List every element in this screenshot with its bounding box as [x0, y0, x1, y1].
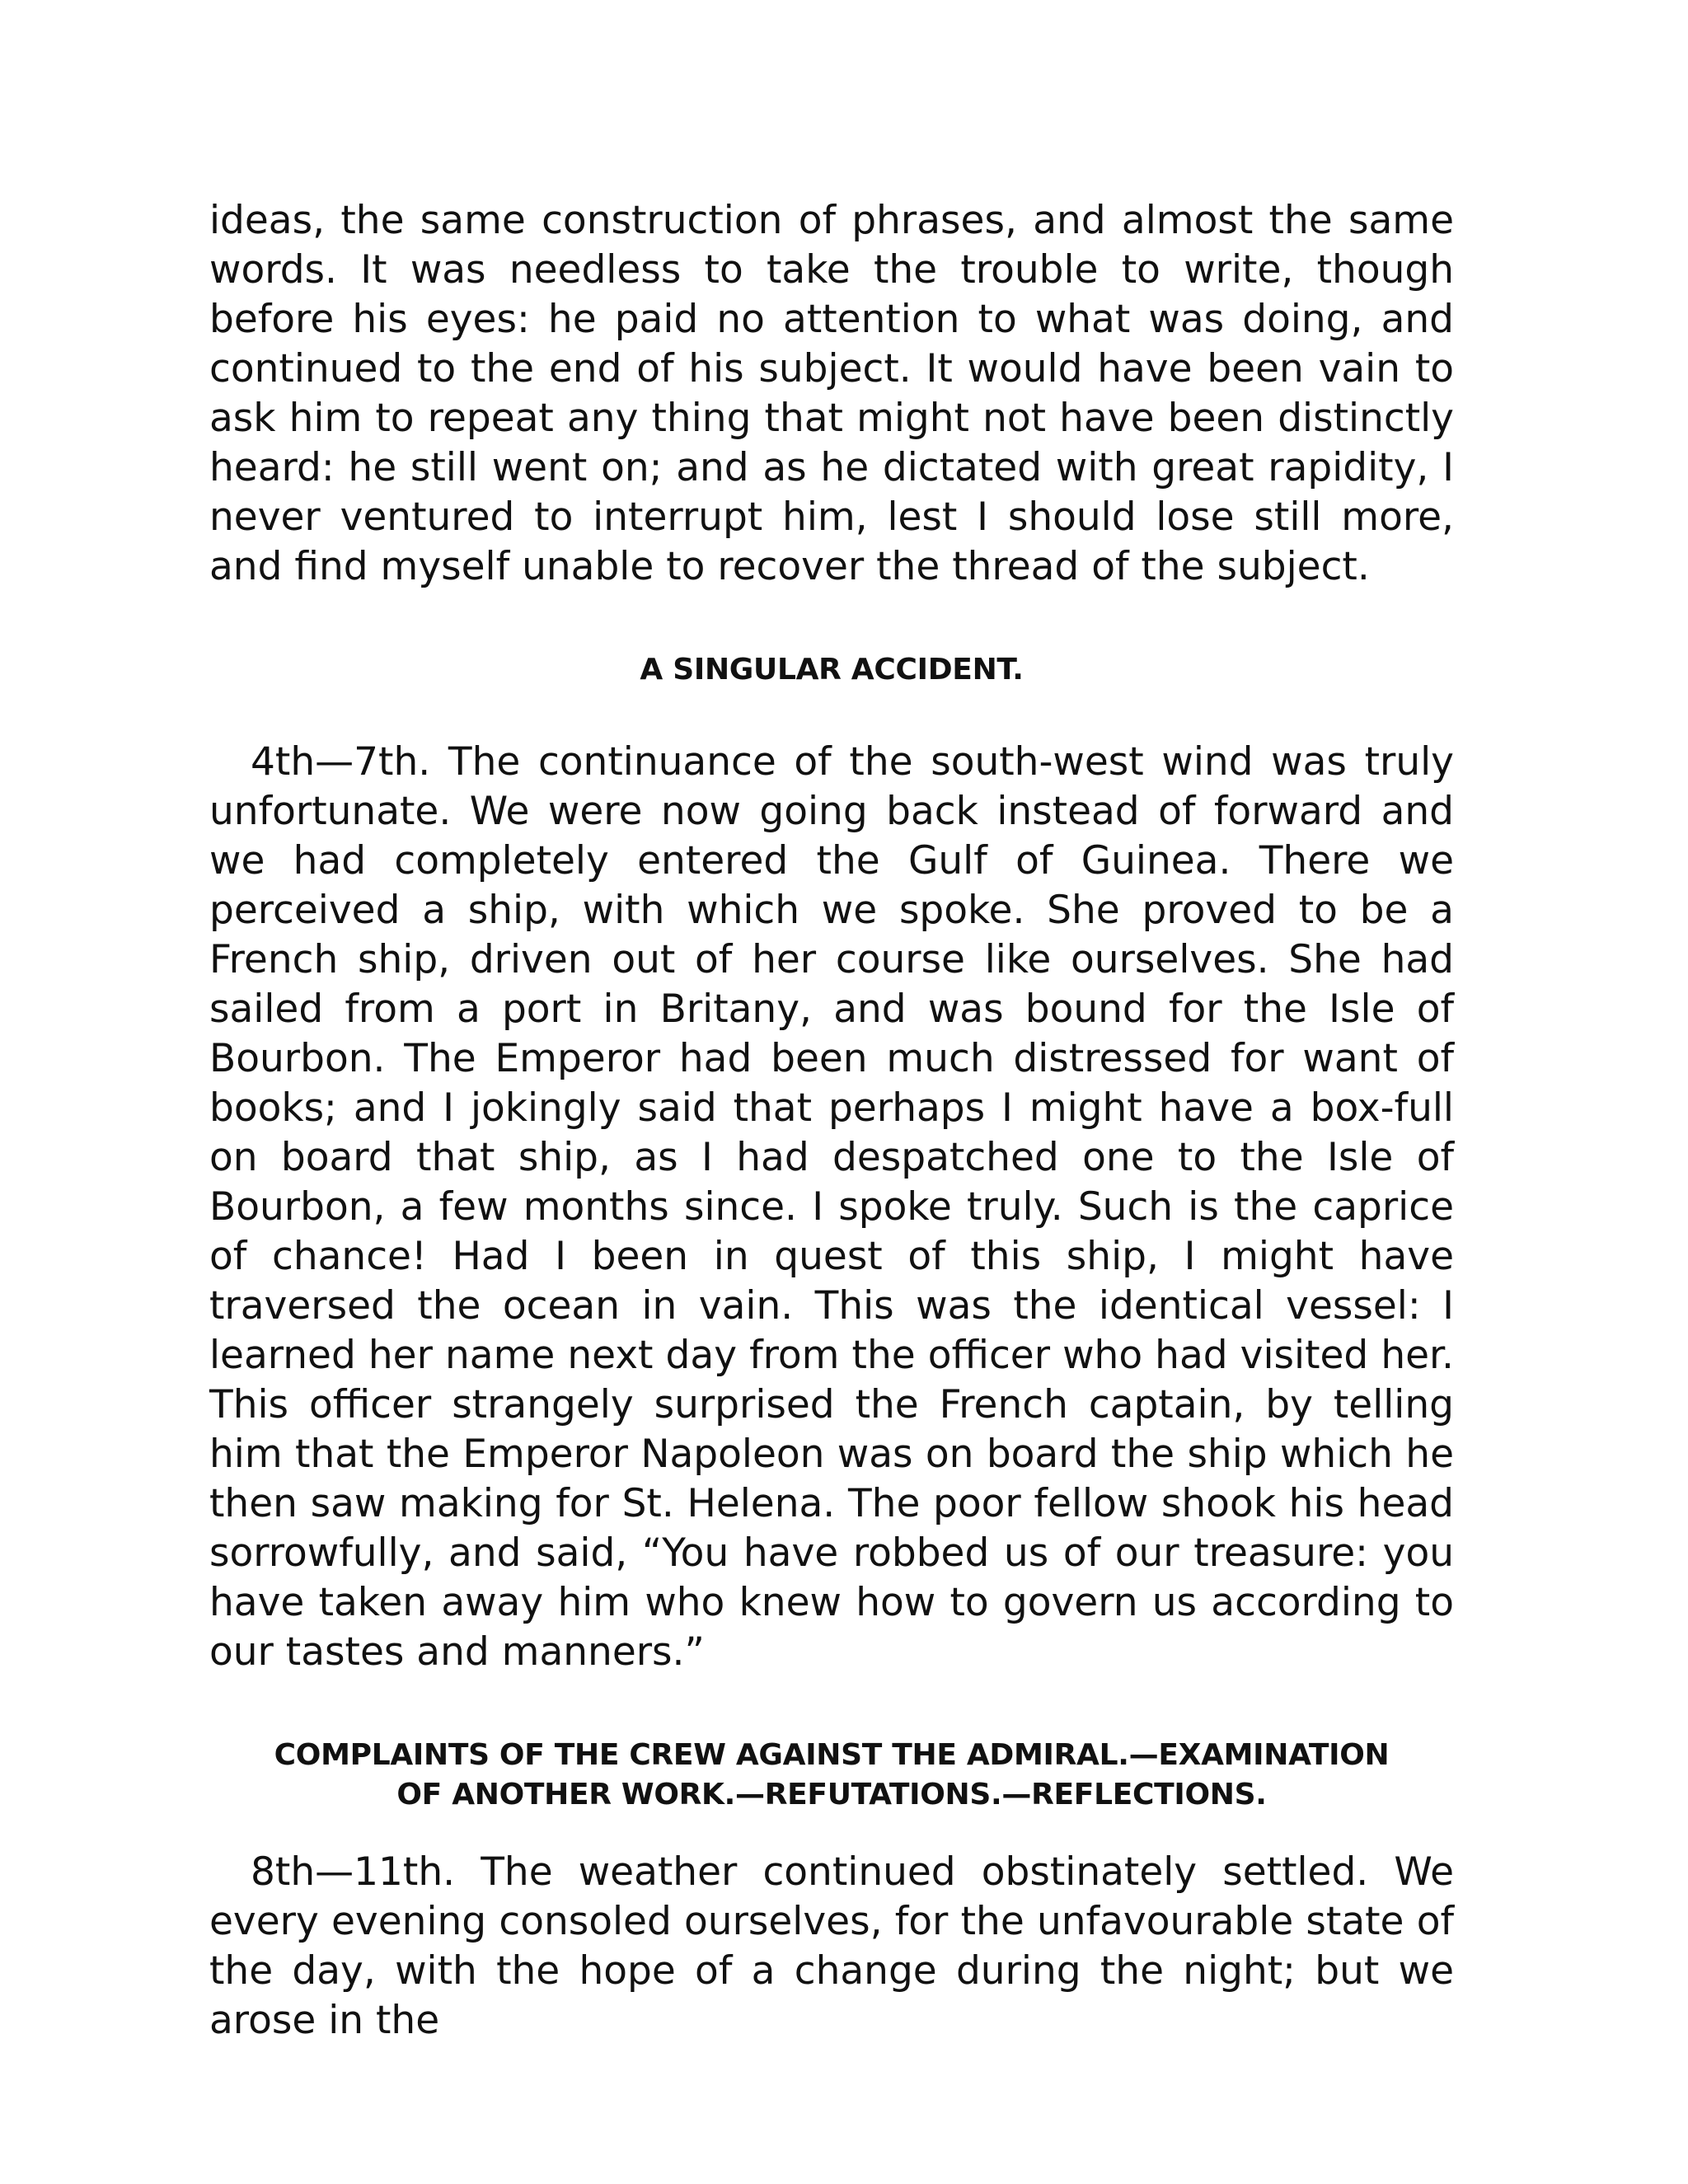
- paragraph-continuation: ideas, the same construction of phrases, and almost the same words. It was needless to take the trouble to write, though before his eyes: he paid no attention to what was doing, and continued to the end of his subject. It would have been vain to ask him to repeat any thing that might not have been distinctly heard: he still went on; and as he dictated with great rapidity, I never ventured to interrupt him, lest I should lose still more, and find myself unable to recover the thread of the subject.: [209, 198, 1454, 589]
- section-heading-singular-accident: [209, 650, 1454, 690]
- paragraph-weather: 8th—11th. The weather continued obstinately settled. We every evening consoled ourselves, for the unfavourable state of the day, with the hope of a change during the night; but we arose in the: [209, 1849, 1454, 2043]
- section-heading-complaints: [209, 1736, 1454, 1815]
- paragraph-french-ship: 4th—7th. The continuance of the south-west wind was truly unfortunate. We were now going back instead of forward and we had completely entered the Gulf of Guinea. There we perceived a ship, with which we spoke. She proved to be a French ship, driven out of her course like ourselves. She had sailed from a port in Britany, and was bound for the Isle of Bourbon. The Emperor had been much distressed for want of books; and I jokingly said that perhaps I might have a box-full on board that ship, as I had despatched one to the Isle of Bourbon, a few months since. I spoke truly. Such is the caprice of chance! Had I been in quest of this ship, I might have traversed the ocean in vain. This was the identical vessel: I learned her name next day from the officer who had visited her. This officer strangely surprised the French captain, by telling him that the Emperor Napoleon was on board the ship which he then saw making for St. Helena. The poor fellow shook his head sorrowfully, and said, “You have robbed us of our treasure: you have taken away him who knew how to govern us according to our tastes and manners.”: [209, 739, 1454, 1675]
- page-body: [209, 196, 1454, 2046]
- heading-line-2: OF ANOTHER WORK.—REFUTATIONS.—REFLECTIONS.: [396, 1778, 1267, 1811]
- heading-line-1: COMPLAINTS OF THE CREW AGAINST THE ADMIRAL.—EXAMINATION: [274, 1738, 1390, 1772]
- heading-line: A SINGULAR ACCIDENT.: [640, 653, 1024, 687]
